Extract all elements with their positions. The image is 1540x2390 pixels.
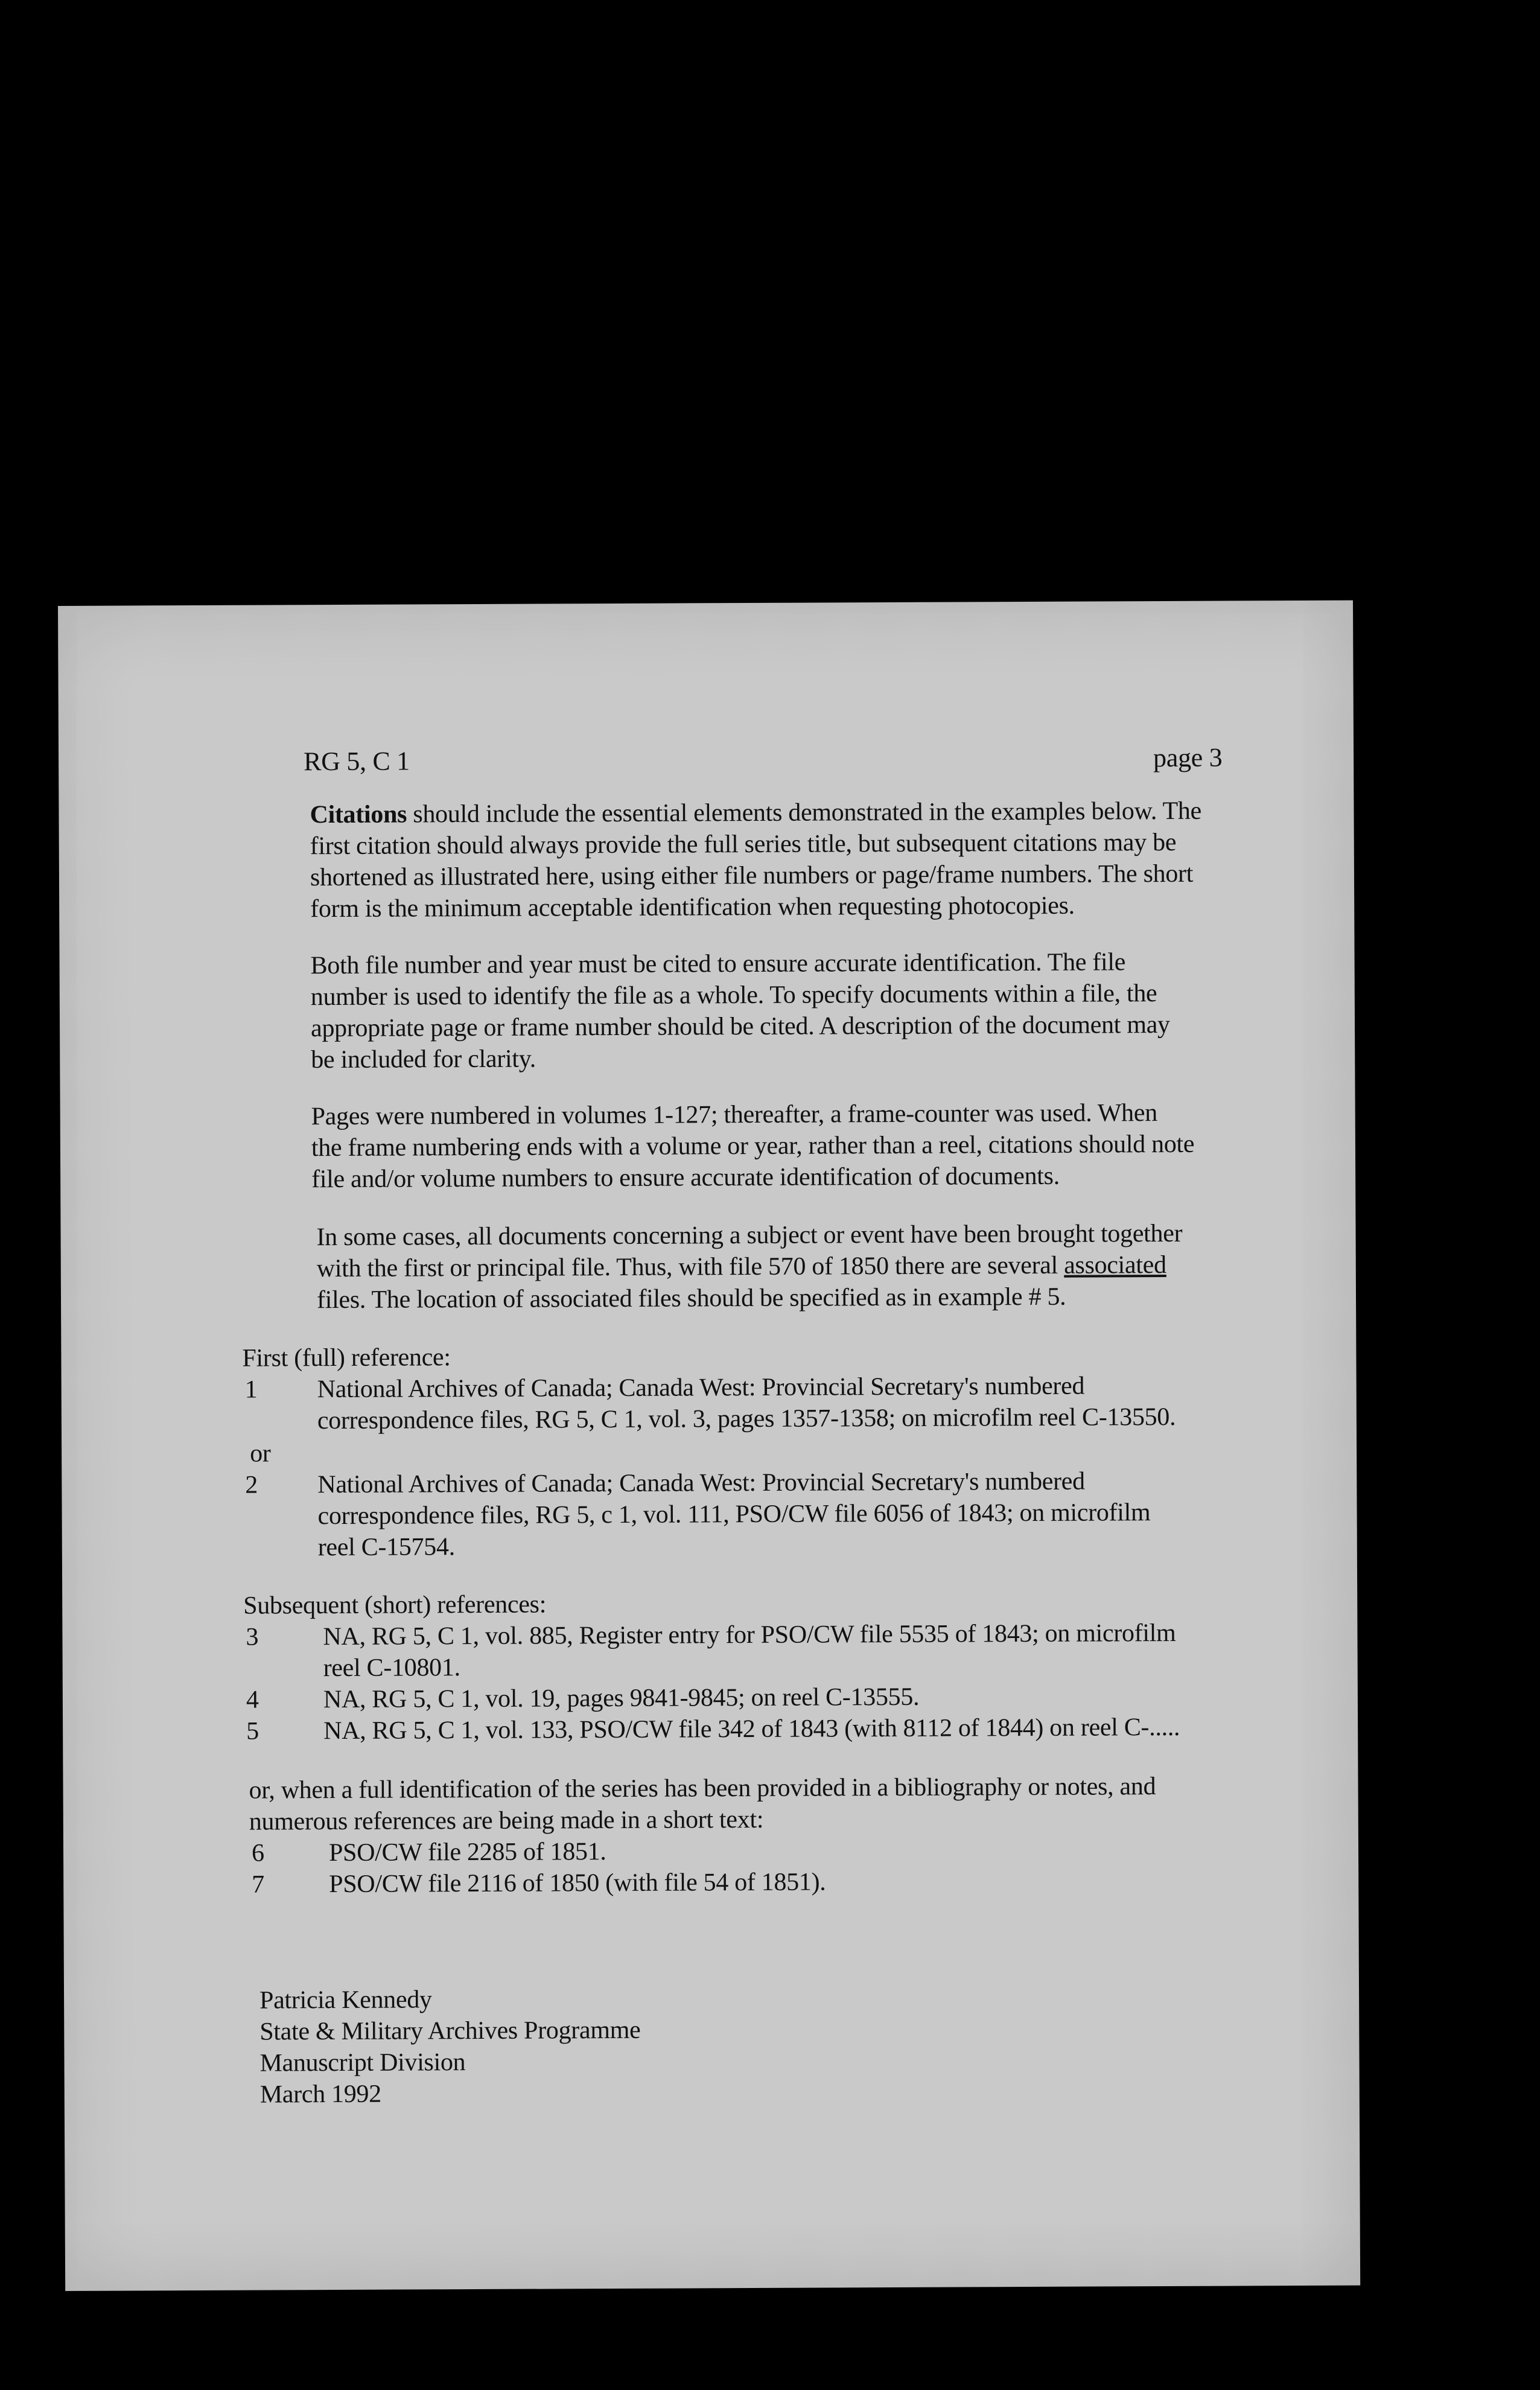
intro-paragraph-3-line-2: the frame numbering ends with a volume or year, rather than a reel, citations should note [311,1130,1195,1162]
example-number-3: 3 [246,1623,259,1651]
example-number-1: 1 [244,1375,258,1404]
example-6: PSO/CW file 2285 of 1851. [328,1838,606,1867]
document-date: March 1992 [259,2080,381,2109]
full-reference-heading: First (full) reference: [242,1343,451,1372]
intro-paragraph-4-line-3: files. The location of associated files should be specified as in example # 5. [316,1283,1066,1314]
intro-paragraph-2-line-4: be included for clarity. [311,1045,536,1074]
example-3-line-2: reel C-10801. [323,1654,460,1683]
intro-paragraph-1-line-3: shortened as illustrated here, using either file numbers or page/frame numbers. The short [310,859,1194,892]
intro-paragraph-1-line-4: form is the minimum acceptable identification when requesting photocopies. [310,891,1075,923]
series-reference: RG 5, C 1 [304,746,410,777]
or-separator: or [250,1439,271,1468]
intro-text: with the first or principal file. Thus, with file 570 of 1850 there are several [316,1251,1064,1283]
page-number: page 3 [1153,742,1223,773]
intro-paragraph-2-line-3: appropriate page or frame number should be cited. A description of the document may [310,1010,1170,1043]
short-reference-heading: Subsequent (short) references: [243,1590,547,1620]
intro-paragraph-3-line-1: Pages were numbered in volumes 1-127; thereafter, a frame-counter was used. When [311,1099,1157,1131]
intro-paragraph-2-line-2: number is used to identify the file as a whole. To specify documents within a file, the [310,980,1157,1012]
intro-paragraph-3-line-3: file and/or volume numbers to ensure accurate identification of documents. [311,1162,1060,1194]
document-page [58,601,1360,2291]
alternative-intro-line-2: numerous references are being made in a short text: [249,1805,764,1836]
example-number-7: 7 [252,1870,265,1899]
example-2-line-1: National Archives of Canada; Canada West: Provincial Secretary's numbered [317,1467,1085,1499]
example-number-2: 2 [245,1471,258,1499]
example-1-line-1: National Archives of Canada; Canada West: Provincial Secretary's numbered [317,1372,1085,1404]
example-4: NA, RG 5, C 1, vol. 19, pages 9841-9845; on reel C-13555. [323,1683,920,1714]
associated-term: associated [1064,1251,1166,1279]
intro-paragraph-4-line-1: In some cases, all documents concerning a subject or event have been brought together [316,1219,1183,1252]
intro-paragraph-2-line-1: Both file number and year must be cited to ensure accurate identification. The file [310,948,1126,980]
citations-term: Citations [310,800,407,829]
example-2-line-2: correspondence files, RG 5, c 1, vol. 111, PSO/CW file 6056 of 1843; on microfilm [317,1499,1151,1531]
intro-paragraph-1-line-2: first citation should always provide the full series title, but subsequent citations may be [310,828,1177,861]
intro-paragraph-1-line-1 [310,795,1201,830]
author-programme: State & Military Archives Programme [259,2016,641,2046]
author-name: Patricia Kennedy [259,1986,432,2015]
example-number-6: 6 [251,1839,265,1867]
example-7: PSO/CW file 2116 of 1850 (with file 54 of 1851). [329,1868,826,1899]
example-number-5: 5 [246,1717,259,1745]
intro-paragraph-4-line-2 [317,1249,1166,1284]
example-5: NA, RG 5, C 1, vol. 133, PSO/CW file 342 of 1843 (with 8112 of 1844) on reel C-..... [323,1713,1180,1745]
alternative-intro-line-1: or, when a full identification of the series has been provided in a bibliography or notes, and [249,1773,1156,1805]
example-1-line-2: correspondence files, RG 5, C 1, vol. 3, pages 1357-1358; on microfilm reel C-13550. [317,1403,1176,1435]
example-3-line-1: NA, RG 5, C 1, vol. 885, Register entry for PSO/CW file 5535 of 1843; on microfilm [323,1619,1176,1651]
example-number-4: 4 [246,1686,259,1714]
author-division: Manuscript Division [259,2048,466,2077]
example-2-line-3: reel C-15754. [317,1533,455,1562]
intro-text: should include the essential elements demonstrated in the examples below. The [407,797,1202,829]
